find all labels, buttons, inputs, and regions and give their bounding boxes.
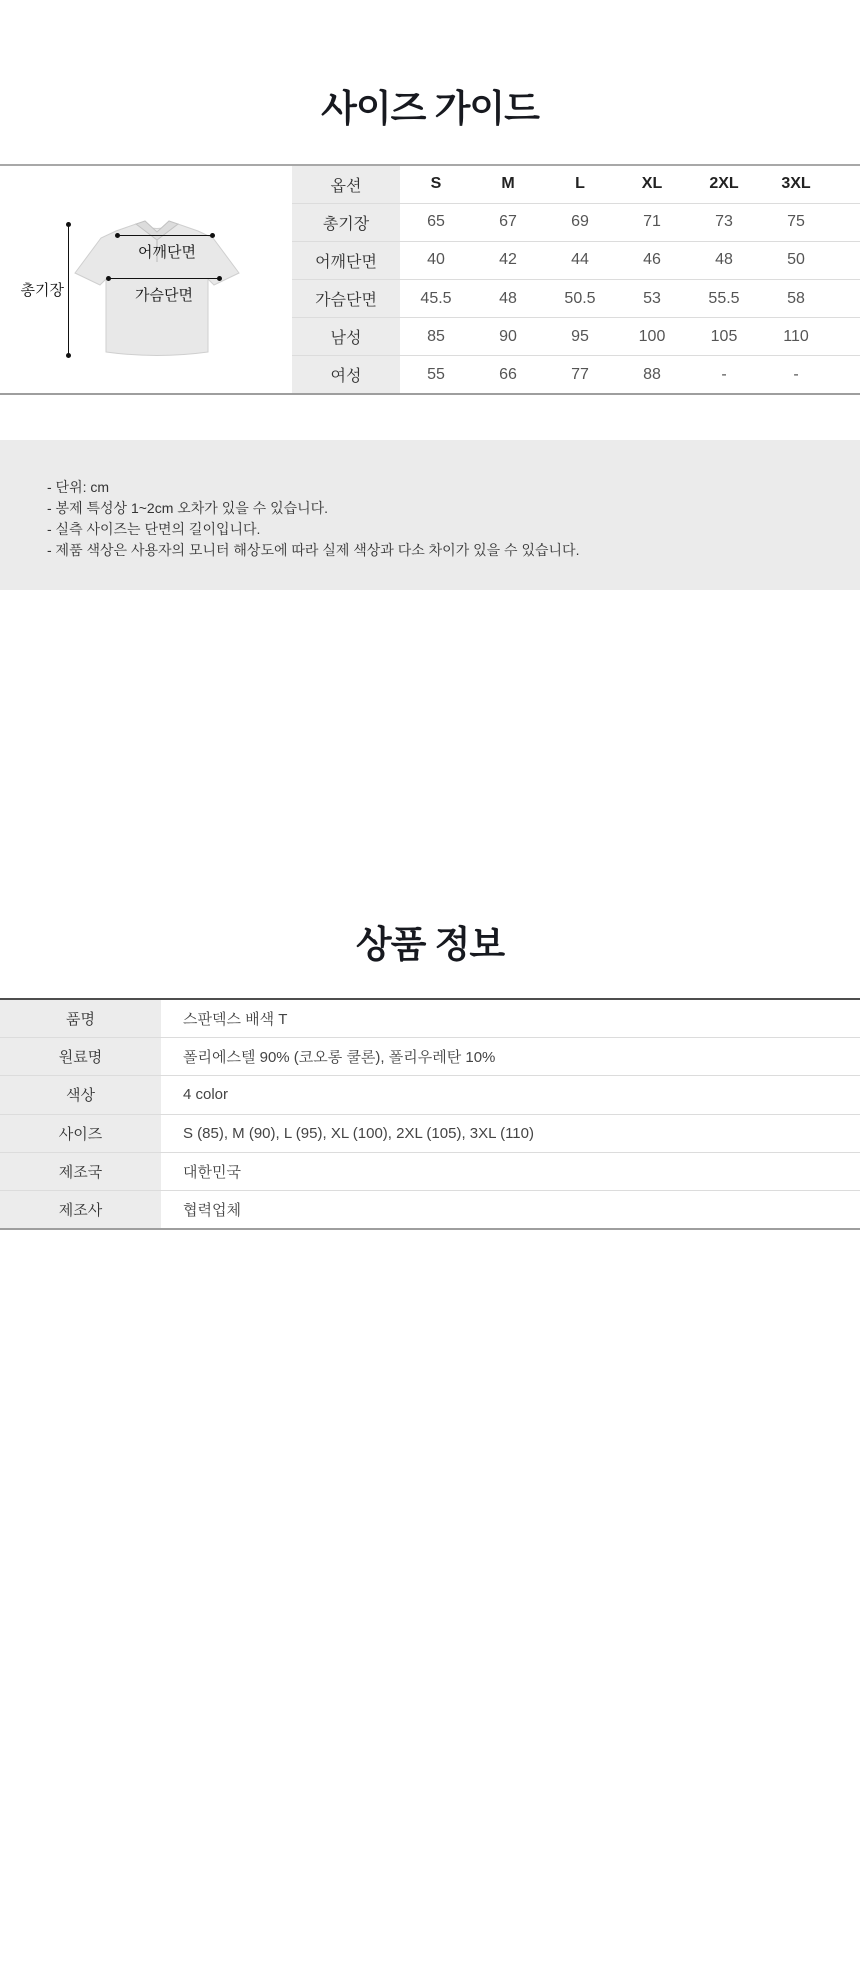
size-guide-title: 사이즈 가이드 <box>321 88 539 129</box>
product-info-table <box>0 998 860 1230</box>
row-label: 어깨단면 <box>292 241 400 279</box>
size-guide-section <box>0 164 860 395</box>
size-table <box>292 166 860 393</box>
size-value: 77 <box>571 365 589 383</box>
size-value: - <box>721 365 727 383</box>
info-row <box>0 1038 860 1076</box>
row-label: 여성 <box>292 356 400 393</box>
note-line: - 봉제 특성상 1~2cm 오차가 있을 수 있습니다. <box>47 500 329 516</box>
size-table-row <box>292 279 860 317</box>
measure-dot <box>106 276 111 281</box>
size-table-row <box>292 356 860 393</box>
chest-measure-line <box>108 278 220 279</box>
size-value: 75 <box>787 213 805 231</box>
info-row <box>0 1191 860 1228</box>
size-value: 65 <box>427 213 445 231</box>
length-label: 총기장 <box>20 282 64 299</box>
info-label: 색상 <box>0 1076 161 1113</box>
size-value: 69 <box>571 213 589 231</box>
info-row <box>0 1000 860 1038</box>
spacer-cell <box>832 279 860 317</box>
info-row <box>0 1153 860 1191</box>
measure-dot <box>210 233 215 238</box>
info-label: 제조국 <box>0 1153 161 1190</box>
note-line: - 실측 사이즈는 단면의 길이입니다. <box>47 521 261 537</box>
size-value: 50.5 <box>564 289 596 307</box>
spacer-cell <box>832 318 860 356</box>
size-value: 71 <box>643 213 661 231</box>
size-value: 67 <box>499 213 517 231</box>
size-value: - <box>793 365 799 383</box>
size-value: 55.5 <box>708 289 740 307</box>
info-label: 품명 <box>0 1000 161 1037</box>
info-label: 사이즈 <box>0 1115 161 1152</box>
size-col-header: 3XL <box>781 175 811 193</box>
size-value: 48 <box>499 289 517 307</box>
shoulder-label: 어깨단면 <box>138 244 196 261</box>
size-col-header: 옵션 <box>292 166 400 203</box>
size-table-row <box>292 241 860 279</box>
size-value: 100 <box>638 327 666 345</box>
size-table-header-row <box>292 166 860 203</box>
size-col-header: M <box>501 175 515 193</box>
shirt-measurement-diagram <box>0 166 292 397</box>
row-label: 가슴단면 <box>292 279 400 317</box>
size-table-row <box>292 203 860 241</box>
product-info-title: 상품 정보 <box>355 924 505 965</box>
size-table-row <box>292 318 860 356</box>
size-value: 46 <box>643 251 661 269</box>
spacer-cell <box>832 356 860 393</box>
note-line: - 단위: cm <box>47 479 110 495</box>
measure-dot <box>217 276 222 281</box>
size-value: 53 <box>643 289 661 307</box>
info-label: 제조사 <box>0 1191 161 1228</box>
info-row <box>0 1076 860 1114</box>
size-guide-notes <box>0 440 860 590</box>
size-value: 105 <box>710 327 738 345</box>
size-value: 48 <box>715 251 733 269</box>
size-value: 42 <box>499 251 517 269</box>
info-value: 4 color <box>183 1086 229 1104</box>
size-value: 55 <box>427 365 445 383</box>
chest-label: 가슴단면 <box>135 287 193 304</box>
size-value: 50 <box>787 251 805 269</box>
size-value: 58 <box>787 289 805 307</box>
spacer-cell <box>832 203 860 241</box>
size-value: 95 <box>571 327 589 345</box>
size-col-header: L <box>575 175 585 193</box>
size-col-header: S <box>430 175 442 193</box>
measure-dot <box>66 353 71 358</box>
size-value: 73 <box>715 213 733 231</box>
info-value: S (85), M (90), L (95), XL (100), 2XL (105), 3XL (110) <box>183 1124 534 1142</box>
row-label: 총기장 <box>292 203 400 241</box>
size-col-header: XL <box>641 175 663 193</box>
info-label: 원료명 <box>0 1038 161 1075</box>
spacer-cell <box>832 166 860 203</box>
shoulder-measure-line <box>117 235 213 236</box>
info-value: 대한민국 <box>183 1163 241 1181</box>
length-measure-line <box>68 224 69 356</box>
size-value: 110 <box>783 327 809 345</box>
note-line: - 제품 색상은 사용자의 모니터 해상도에 따라 실제 색상과 다소 차이가 있을 수 있습니다. <box>47 542 580 558</box>
measure-dot <box>115 233 120 238</box>
size-value: 85 <box>427 327 445 345</box>
size-value: 44 <box>571 251 589 269</box>
row-label: 남성 <box>292 318 400 356</box>
info-value: 폴리에스텔 90% (코오롱 쿨론), 폴리우레탄 10% <box>183 1049 496 1067</box>
size-value: 66 <box>499 365 517 383</box>
measure-dot <box>66 222 71 227</box>
size-value: 40 <box>427 251 445 269</box>
size-value: 90 <box>499 327 517 345</box>
size-col-header: 2XL <box>709 175 739 193</box>
info-value: 스판덱스 배색 T <box>183 1011 288 1029</box>
size-value: 88 <box>643 365 661 383</box>
size-value: 45.5 <box>420 289 452 307</box>
spacer-cell <box>832 241 860 279</box>
info-value: 협력업체 <box>183 1201 241 1219</box>
info-row <box>0 1115 860 1153</box>
